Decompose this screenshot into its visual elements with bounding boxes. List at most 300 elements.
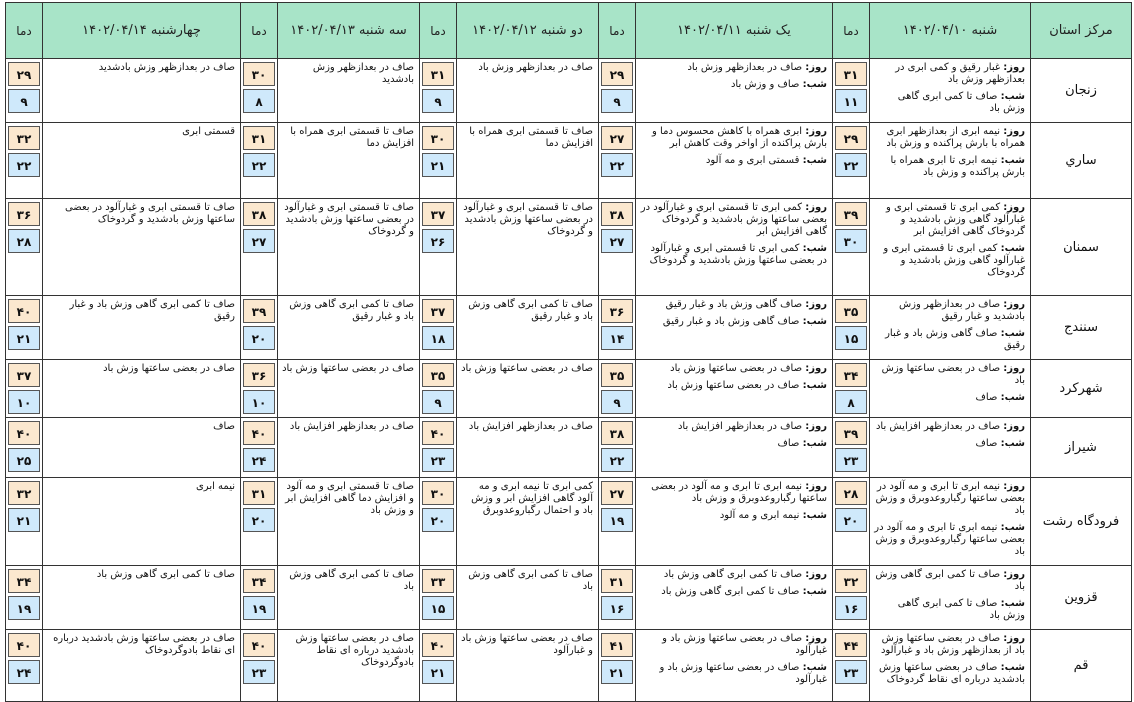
day-label: روز: bbox=[805, 299, 827, 310]
forecast-description bbox=[278, 123, 420, 199]
forecast-text: صاف تا کمی ابری گاهی وزش باد و غبار رقیق bbox=[468, 299, 593, 322]
min-temp: ۸ bbox=[243, 89, 275, 113]
night-text: صاف bbox=[777, 438, 800, 449]
day-text: صاف در بعدازظهر وزش باد bbox=[687, 62, 803, 73]
forecast-description bbox=[870, 418, 1031, 478]
day-label: روز: bbox=[805, 363, 827, 374]
forecast-description bbox=[43, 360, 241, 418]
night-text: صاف bbox=[975, 438, 998, 449]
day-label: روز: bbox=[1003, 421, 1025, 432]
day-label: روز: bbox=[1003, 299, 1025, 310]
max-temp: ۳۲ bbox=[835, 569, 867, 593]
temperature-cell bbox=[420, 630, 457, 702]
forecast-text: صاف تا کمی ابری گاهی وزش باد bbox=[289, 569, 414, 592]
temperature-cell bbox=[241, 59, 278, 123]
forecast-text: صاف تا کمی ابری گاهی وزش باد و غبار رقیق bbox=[69, 299, 235, 322]
night-text: صاف گاهی وزش باد و غبار رقیق bbox=[662, 316, 800, 327]
forecast-description bbox=[636, 566, 833, 630]
temperature-cell bbox=[420, 199, 457, 296]
temperature-cell bbox=[241, 199, 278, 296]
forecast-description bbox=[457, 59, 599, 123]
night-label: شب: bbox=[1000, 392, 1025, 403]
max-temp: ۳۶ bbox=[601, 299, 633, 323]
min-temp: ۲۷ bbox=[243, 229, 275, 253]
night-label: شب: bbox=[1000, 155, 1025, 166]
city-name: سنندج bbox=[1031, 296, 1132, 360]
night-label: شب: bbox=[802, 510, 827, 521]
night-forecast bbox=[640, 510, 827, 522]
forecast-text: صاف تا قسمتی ابری همراه با افزایش دما bbox=[290, 126, 414, 149]
max-temp: ۳۶ bbox=[8, 202, 40, 226]
max-temp: ۳۱ bbox=[422, 62, 454, 86]
night-forecast bbox=[874, 662, 1025, 686]
temperature-cell bbox=[420, 296, 457, 360]
night-label: شب: bbox=[802, 243, 827, 254]
header-temp-2: دما bbox=[599, 3, 636, 59]
temperature-cell bbox=[833, 199, 870, 296]
temperature-cell bbox=[241, 296, 278, 360]
max-temp: ۳۱ bbox=[243, 481, 275, 505]
table-row bbox=[6, 566, 1132, 630]
min-temp: ۲۴ bbox=[8, 660, 40, 684]
forecast-description bbox=[636, 360, 833, 418]
table-row bbox=[6, 418, 1132, 478]
night-forecast bbox=[874, 438, 1025, 450]
temperature-cell bbox=[6, 418, 43, 478]
forecast-text: صاف تا قسمتی ابری همراه با افزایش دما bbox=[469, 126, 593, 149]
forecast-description bbox=[43, 630, 241, 702]
forecast-text: قسمتی ابری bbox=[182, 126, 235, 137]
day-forecast bbox=[640, 202, 827, 238]
forecast-description bbox=[43, 566, 241, 630]
night-text: کمی ابری تا قسمتی ابری و غبارآلود گاهی وزش بادشدید و گردوخاک bbox=[883, 243, 1025, 278]
min-temp: ۲۳ bbox=[835, 660, 867, 684]
forecast-text: صاف در بعدازظهر وزش بادشدید bbox=[312, 62, 414, 85]
table-row bbox=[6, 360, 1132, 418]
night-forecast bbox=[640, 586, 827, 598]
forecast-description bbox=[457, 418, 599, 478]
day-label: روز: bbox=[1003, 126, 1025, 137]
temperature-cell bbox=[599, 123, 636, 199]
min-temp: ۱۰ bbox=[243, 390, 275, 414]
temperature-cell bbox=[241, 360, 278, 418]
max-temp: ۴۰ bbox=[8, 421, 40, 445]
forecast-description bbox=[636, 296, 833, 360]
night-label: شب: bbox=[1000, 91, 1025, 102]
max-temp: ۳۲ bbox=[8, 481, 40, 505]
header-temp-4: دما bbox=[241, 3, 278, 59]
forecast-text: صاف تا قسمتی ابری و غبارآلود در بعضی ساعتها وزش بادشدید و گردوخاک bbox=[284, 202, 414, 237]
forecast-text: صاف تا قسمتی ابری و مه آلود و افزایش دما گاهی افزایش ابر و وزش باد bbox=[285, 481, 414, 516]
forecast-description bbox=[636, 59, 833, 123]
max-temp: ۳۷ bbox=[422, 299, 454, 323]
max-temp: ۲۸ bbox=[835, 481, 867, 505]
day-label: روز: bbox=[1003, 481, 1025, 492]
night-label: شب: bbox=[802, 662, 827, 673]
min-temp: ۹ bbox=[601, 390, 633, 414]
temperature-cell bbox=[833, 123, 870, 199]
forecast-description bbox=[870, 59, 1031, 123]
min-temp: ۱۹ bbox=[8, 596, 40, 620]
forecast-description bbox=[457, 123, 599, 199]
min-temp: ۲۲ bbox=[601, 448, 633, 472]
night-label: شب: bbox=[802, 316, 827, 327]
forecast-text: کمی ابری تا نیمه ابری و مه آلود گاهی افزایش ابر و وزش باد و احتمال رگباروعدوبرق bbox=[471, 481, 593, 516]
min-temp: ۲۱ bbox=[8, 508, 40, 532]
min-temp: ۲۱ bbox=[601, 660, 633, 684]
forecast-text: صاف bbox=[213, 421, 235, 432]
night-text: صاف گاهی وزش باد و غبار رقیق bbox=[885, 328, 1025, 351]
forecast-description bbox=[870, 630, 1031, 702]
day-label: روز: bbox=[1003, 62, 1025, 73]
header-day-5: چهارشنبه ۱۴۰۲/۰۴/۱۴ bbox=[43, 3, 241, 59]
temperature-cell bbox=[420, 478, 457, 566]
max-temp: ۳۶ bbox=[243, 363, 275, 387]
min-temp: ۲۳ bbox=[422, 448, 454, 472]
forecast-text: صاف تا کمی ابری گاهی وزش باد bbox=[96, 569, 235, 580]
day-forecast bbox=[874, 363, 1025, 387]
forecast-text: صاف تا قسمتی ابری و غبارآلود در بعضی ساعتها وزش بادشدید و گردوخاک bbox=[64, 202, 235, 225]
day-forecast bbox=[874, 299, 1025, 323]
forecast-text: صاف در بعضی ساعتها وزش باد و غبارآلود bbox=[461, 633, 593, 656]
night-forecast bbox=[874, 522, 1025, 558]
forecast-description bbox=[43, 59, 241, 123]
min-temp: ۲۰ bbox=[422, 508, 454, 532]
min-temp: ۱۶ bbox=[835, 596, 867, 620]
night-forecast bbox=[640, 438, 827, 450]
city-name: شهرکرد bbox=[1031, 360, 1132, 418]
forecast-description bbox=[870, 566, 1031, 630]
min-temp: ۱۱ bbox=[835, 89, 867, 113]
night-text: نیمه ابری و مه آلود bbox=[719, 510, 800, 521]
max-temp: ۳۷ bbox=[8, 363, 40, 387]
min-temp: ۲۱ bbox=[422, 153, 454, 177]
city-name: فرودگاه رشت bbox=[1031, 478, 1132, 566]
forecast-description bbox=[636, 630, 833, 702]
max-temp: ۳۰ bbox=[422, 481, 454, 505]
temperature-cell bbox=[833, 630, 870, 702]
header-row bbox=[6, 3, 1132, 59]
forecast-description bbox=[636, 478, 833, 566]
forecast-text: صاف در بعدازظهر وزش باد bbox=[478, 62, 593, 73]
temperature-cell bbox=[599, 360, 636, 418]
forecast-description bbox=[278, 630, 420, 702]
max-temp: ۳۴ bbox=[243, 569, 275, 593]
min-temp: ۲۲ bbox=[835, 153, 867, 177]
forecast-description bbox=[43, 296, 241, 360]
max-temp: ۳۳ bbox=[422, 569, 454, 593]
temperature-cell bbox=[6, 360, 43, 418]
city-name: ساري bbox=[1031, 123, 1132, 199]
forecast-text: صاف در بعضی ساعتها وزش بادشدید درباره ای نقاط بادوگردوخاک bbox=[53, 633, 235, 656]
night-forecast bbox=[640, 662, 827, 686]
forecast-body bbox=[6, 59, 1132, 702]
day-forecast bbox=[640, 633, 827, 657]
day-text: صاف گاهی وزش باد و غبار رقیق bbox=[665, 299, 803, 310]
day-forecast bbox=[874, 481, 1025, 517]
min-temp: ۸ bbox=[835, 390, 867, 414]
max-temp: ۲۷ bbox=[601, 481, 633, 505]
temperature-cell bbox=[6, 478, 43, 566]
city-name: قزوین bbox=[1031, 566, 1132, 630]
forecast-description bbox=[870, 123, 1031, 199]
min-temp: ۱۵ bbox=[422, 596, 454, 620]
min-temp: ۹ bbox=[601, 89, 633, 113]
city-name: شیراز bbox=[1031, 418, 1132, 478]
min-temp: ۳۰ bbox=[835, 229, 867, 253]
day-label: روز: bbox=[805, 569, 827, 580]
temperature-cell bbox=[833, 478, 870, 566]
forecast-description bbox=[278, 566, 420, 630]
forecast-description bbox=[278, 360, 420, 418]
forecast-description bbox=[278, 478, 420, 566]
temperature-cell bbox=[833, 296, 870, 360]
day-forecast bbox=[874, 202, 1025, 238]
night-label: شب: bbox=[1000, 598, 1025, 609]
forecast-text: صاف در بعدازظهر افزایش باد bbox=[289, 421, 414, 432]
max-temp: ۳۴ bbox=[835, 363, 867, 387]
day-text: صاف در بعضی ساعتها وزش باد و غبارآلود bbox=[662, 633, 827, 656]
temperature-cell bbox=[833, 59, 870, 123]
min-temp: ۲۸ bbox=[8, 229, 40, 253]
day-label: روز: bbox=[1003, 202, 1025, 213]
night-text: صاف تا کمی ابری گاهی وزش باد bbox=[897, 91, 1025, 114]
table-row bbox=[6, 199, 1132, 296]
temperature-cell bbox=[6, 566, 43, 630]
day-text: صاف تا کمی ابری گاهی وزش باد bbox=[663, 569, 803, 580]
night-label: شب: bbox=[802, 79, 827, 90]
day-forecast bbox=[640, 126, 827, 150]
forecast-description bbox=[870, 296, 1031, 360]
forecast-description bbox=[43, 478, 241, 566]
max-temp: ۳۹ bbox=[835, 421, 867, 445]
city-name: سمنان bbox=[1031, 199, 1132, 296]
max-temp: ۳۰ bbox=[243, 62, 275, 86]
night-text: صاف bbox=[975, 392, 998, 403]
forecast-description bbox=[870, 478, 1031, 566]
night-text: نیمه ابری تا ابری همراه با بارش پراکنده و وزش باد bbox=[890, 155, 1025, 178]
temperature-cell bbox=[420, 418, 457, 478]
city-name: قم bbox=[1031, 630, 1132, 702]
max-temp: ۳۵ bbox=[601, 363, 633, 387]
min-temp: ۲۵ bbox=[8, 448, 40, 472]
forecast-text: صاف تا کمی ابری گاهی وزش باد و غبار رقیق bbox=[289, 299, 414, 322]
day-text: صاف در بعضی ساعتها وزش باد از بعدازظهر وزش باد و غبارآلود bbox=[880, 633, 1025, 656]
max-temp: ۳۸ bbox=[243, 202, 275, 226]
forecast-table bbox=[5, 2, 1132, 702]
day-text: نیمه ابری تا ابری و مه آلود در بعضی ساعتها رگباروعدوبرق و وزش باد bbox=[875, 481, 1025, 516]
forecast-text: صاف در بعضی ساعتها وزش باد bbox=[282, 363, 414, 374]
temperature-cell bbox=[241, 123, 278, 199]
forecast-description bbox=[278, 418, 420, 478]
forecast-text: صاف تا کمی ابری گاهی وزش باد bbox=[468, 569, 593, 592]
forecast-description bbox=[457, 566, 599, 630]
forecast-text: صاف تا قسمتی ابری و غبارآلود در بعضی ساعتها وزش بادشدید و گردوخاک bbox=[463, 202, 593, 237]
day-forecast bbox=[640, 299, 827, 311]
max-temp: ۳۱ bbox=[835, 62, 867, 86]
min-temp: ۲۰ bbox=[243, 508, 275, 532]
max-temp: ۲۹ bbox=[601, 62, 633, 86]
min-temp: ۲۰ bbox=[243, 326, 275, 350]
day-text: صاف در بعدازظهر وزش بادشدید و غبار رقیق bbox=[898, 299, 1025, 322]
min-temp: ۲۲ bbox=[8, 153, 40, 177]
header-day-4: سه شنبه ۱۴۰۲/۰۴/۱۳ bbox=[278, 3, 420, 59]
night-forecast bbox=[874, 392, 1025, 404]
table-row bbox=[6, 123, 1132, 199]
temperature-cell bbox=[833, 566, 870, 630]
city-name: زنجان bbox=[1031, 59, 1132, 123]
max-temp: ۳۱ bbox=[601, 569, 633, 593]
night-forecast bbox=[640, 79, 827, 91]
table-row bbox=[6, 630, 1132, 702]
day-label: روز: bbox=[805, 202, 827, 213]
forecast-description bbox=[43, 418, 241, 478]
min-temp: ۹ bbox=[422, 89, 454, 113]
header-day-2: یک شنبه ۱۴۰۲/۰۴/۱۱ bbox=[636, 3, 833, 59]
night-forecast bbox=[640, 243, 827, 267]
min-temp: ۲۱ bbox=[8, 326, 40, 350]
forecast-text: صاف در بعضی ساعتها وزش باد bbox=[103, 363, 235, 374]
max-temp: ۳۸ bbox=[601, 421, 633, 445]
day-label: روز: bbox=[1003, 569, 1025, 580]
forecast-description bbox=[43, 123, 241, 199]
min-temp: ۹ bbox=[422, 390, 454, 414]
max-temp: ۴۰ bbox=[8, 299, 40, 323]
night-text: نیمه ابری تا ابری و مه آلود در بعضی ساعتها رگباروعدوبرق و وزش باد bbox=[874, 522, 1025, 557]
temperature-cell bbox=[599, 630, 636, 702]
night-text: صاف در بعضی ساعتها وزش باد bbox=[667, 380, 800, 391]
forecast-description bbox=[636, 123, 833, 199]
max-temp: ۳۹ bbox=[243, 299, 275, 323]
day-text: صاف در بعدازظهر افزایش باد bbox=[677, 421, 803, 432]
forecast-description bbox=[457, 360, 599, 418]
max-temp: ۴۰ bbox=[422, 633, 454, 657]
temperature-cell bbox=[420, 123, 457, 199]
min-temp: ۲۲ bbox=[243, 153, 275, 177]
min-temp: ۱۰ bbox=[8, 390, 40, 414]
temperature-cell bbox=[420, 59, 457, 123]
max-temp: ۳۰ bbox=[422, 126, 454, 150]
day-text: صاف در بعدازظهر افزایش باد bbox=[875, 421, 1001, 432]
day-forecast bbox=[874, 569, 1025, 593]
day-text: صاف تا کمی ابری گاهی وزش باد bbox=[875, 569, 1025, 592]
forecast-text: نیمه ابری bbox=[195, 481, 235, 492]
header-day-3: دو شنبه ۱۴۰۲/۰۴/۱۲ bbox=[457, 3, 599, 59]
min-temp: ۲۲ bbox=[601, 153, 633, 177]
forecast-description bbox=[278, 296, 420, 360]
day-text: نیمه ابری تا ابری و مه آلود در بعضی ساعتها رگباروعدوبرق و وزش باد bbox=[651, 481, 827, 504]
forecast-description bbox=[457, 199, 599, 296]
night-label: شب: bbox=[1000, 438, 1025, 449]
max-temp: ۴۰ bbox=[243, 633, 275, 657]
max-temp: ۲۹ bbox=[8, 62, 40, 86]
night-label: شب: bbox=[1000, 522, 1025, 533]
night-text: کمی ابری تا قسمتی ابری و غبارآلود در بعضی ساعتها وزش بادشدید و گردوخاک bbox=[649, 243, 827, 266]
table-row bbox=[6, 478, 1132, 566]
night-forecast bbox=[640, 155, 827, 167]
min-temp: ۹ bbox=[8, 89, 40, 113]
day-forecast bbox=[874, 126, 1025, 150]
forecast-description bbox=[278, 59, 420, 123]
forecast-description bbox=[870, 360, 1031, 418]
forecast-description bbox=[457, 296, 599, 360]
min-temp: ۲۰ bbox=[835, 508, 867, 532]
night-forecast bbox=[874, 155, 1025, 179]
min-temp: ۲۶ bbox=[422, 229, 454, 253]
night-forecast bbox=[874, 328, 1025, 352]
day-text: صاف در بعضی ساعتها وزش باد bbox=[670, 363, 803, 374]
temperature-cell bbox=[599, 296, 636, 360]
max-temp: ۲۹ bbox=[835, 126, 867, 150]
max-temp: ۳۴ bbox=[8, 569, 40, 593]
day-forecast bbox=[874, 633, 1025, 657]
day-label: روز: bbox=[805, 633, 827, 644]
night-text: صاف تا کمی ابری گاهی وزش باد bbox=[661, 586, 800, 597]
night-label: شب: bbox=[802, 155, 827, 166]
max-temp: ۳۷ bbox=[422, 202, 454, 226]
temperature-cell bbox=[6, 59, 43, 123]
day-text: صاف در بعضی ساعتها وزش باد bbox=[881, 363, 1025, 386]
max-temp: ۳۱ bbox=[243, 126, 275, 150]
day-forecast bbox=[640, 421, 827, 433]
temperature-cell bbox=[420, 360, 457, 418]
forecast-description bbox=[278, 199, 420, 296]
forecast-text: صاف در بعضی ساعتها وزش بادشدید درباره ای نقاط بادوگردوخاک bbox=[295, 633, 414, 668]
temperature-cell bbox=[241, 478, 278, 566]
max-temp: ۴۰ bbox=[8, 633, 40, 657]
min-temp: ۲۴ bbox=[243, 448, 275, 472]
night-text: صاف در بعضی ساعتها وزش بادشدید درباره ای نقاط گردوخاک bbox=[878, 662, 1025, 685]
day-text: ابری همراه با کاهش محسوس دما و بارش پراکنده از اواخر وقت کاهش ابر bbox=[652, 126, 827, 149]
min-temp: ۱۶ bbox=[601, 596, 633, 620]
night-forecast bbox=[874, 598, 1025, 622]
day-text: غبار رقیق و کمی ابری در بعدازظهر وزش باد bbox=[895, 62, 1025, 85]
temperature-cell bbox=[833, 360, 870, 418]
temperature-cell bbox=[599, 566, 636, 630]
day-forecast bbox=[640, 363, 827, 375]
header-temp-3: دما bbox=[420, 3, 457, 59]
max-temp: ۲۷ bbox=[601, 126, 633, 150]
night-label: شب: bbox=[1000, 243, 1025, 254]
min-temp: ۱۹ bbox=[243, 596, 275, 620]
temperature-cell bbox=[6, 123, 43, 199]
forecast-text: صاف در بعدازظهر وزش بادشدید bbox=[98, 62, 235, 73]
forecast-table-container bbox=[5, 2, 1131, 685]
night-forecast bbox=[640, 316, 827, 328]
night-forecast bbox=[874, 91, 1025, 115]
header-temp-1: دما bbox=[833, 3, 870, 59]
min-temp: ۲۱ bbox=[422, 660, 454, 684]
max-temp: ۳۹ bbox=[835, 202, 867, 226]
min-temp: ۱۹ bbox=[601, 508, 633, 532]
forecast-description bbox=[870, 199, 1031, 296]
day-forecast bbox=[640, 62, 827, 74]
forecast-description bbox=[457, 630, 599, 702]
header-city: مرکز استان bbox=[1031, 3, 1132, 59]
day-text: کمی ابری تا قسمتی ابری و غبارآلود در بعضی ساعتها وزش بادشدید و گردوخاک گاهی افزایش ابر bbox=[640, 202, 827, 237]
temperature-cell bbox=[241, 630, 278, 702]
day-label: روز: bbox=[1003, 633, 1025, 644]
day-forecast bbox=[640, 569, 827, 581]
night-text: صاف تا کمی ابری گاهی وزش باد bbox=[897, 598, 1025, 621]
day-text: نیمه ابری از بعدازظهر ابری همراه با بارش پراکنده و وزش باد bbox=[886, 126, 1025, 149]
day-forecast bbox=[640, 481, 827, 505]
temperature-cell bbox=[241, 566, 278, 630]
max-temp: ۴۱ bbox=[601, 633, 633, 657]
min-temp: ۱۵ bbox=[835, 326, 867, 350]
max-temp: ۳۵ bbox=[422, 363, 454, 387]
day-text: کمی ابری تا قسمتی ابری و غبارآلود گاهی وزش بادشدید و گردوخاک گاهی افزایش ابر bbox=[886, 202, 1025, 237]
